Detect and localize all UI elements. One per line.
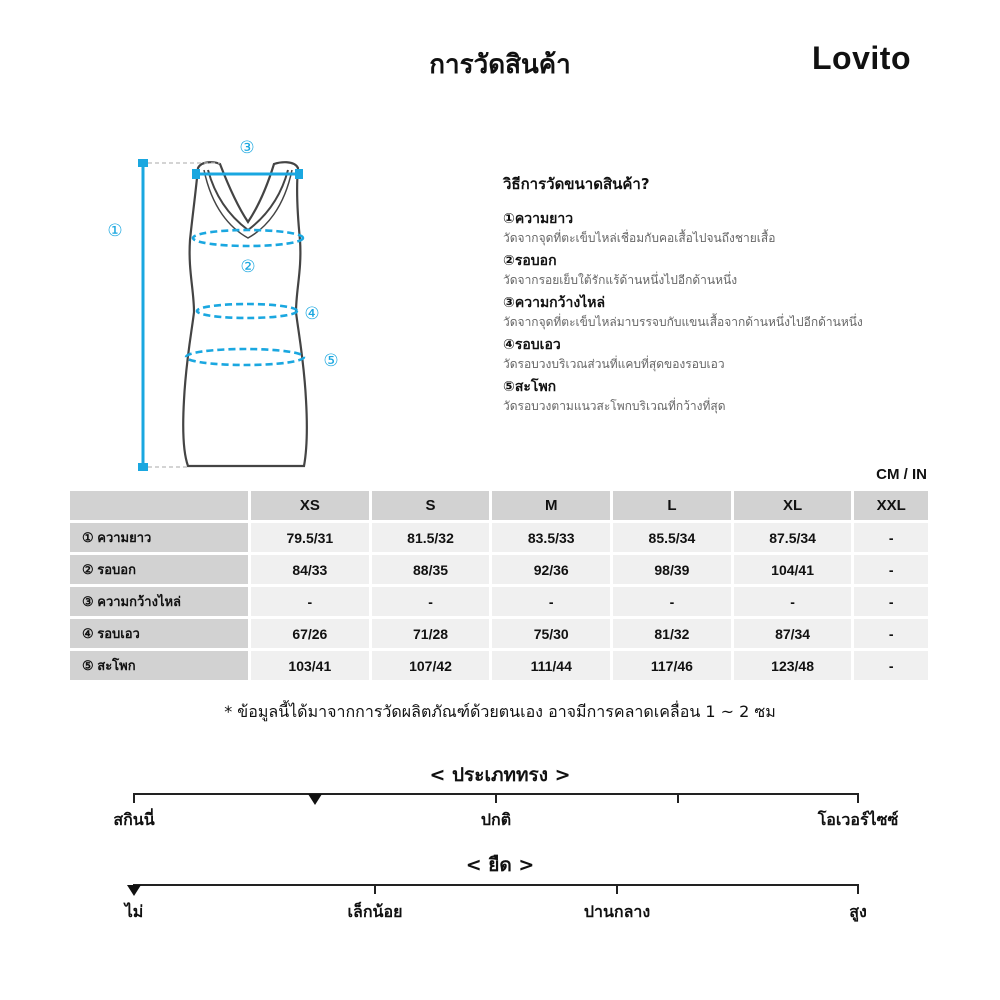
- marker-length: ①: [107, 221, 123, 241]
- table-cell: 85.5/34: [613, 523, 731, 552]
- fit-indicator-icon: [308, 794, 322, 805]
- table-cell: -: [854, 619, 928, 648]
- table-header-row: [70, 491, 928, 520]
- row-label: ⑤ สะโพก: [70, 651, 248, 680]
- guide-item-desc: วัดจากจุดที่ตะเข็บไหล่เชื่อมกับคอเสื้อไปจนถึงชายเสื้อ: [503, 231, 776, 245]
- unit-label: CM / IN: [876, 466, 927, 483]
- table-cell: -: [613, 587, 731, 616]
- stretch-scale-line: [133, 884, 859, 886]
- table-cell: 84/33: [251, 555, 369, 584]
- guide-item-title: ③ความกว้างไหล่: [503, 295, 606, 311]
- table-row: [70, 555, 928, 584]
- table-cell: 87/34: [734, 619, 852, 648]
- dress-diagram: [100, 130, 360, 480]
- fit-scale-tick: [133, 793, 135, 803]
- table-cell: 107/42: [372, 651, 490, 680]
- table-cell: 104/41: [734, 555, 852, 584]
- row-label: ② รอบอก: [70, 555, 248, 584]
- stretch-label-none: ไม่: [124, 902, 144, 921]
- stretch-label-medium: ปานกลาง: [583, 902, 651, 921]
- marker-shoulder: ③: [239, 138, 255, 158]
- table-corner-cell: [70, 491, 248, 520]
- table-cell: 81.5/32: [372, 523, 490, 552]
- size-table: [67, 488, 931, 683]
- guide-item-desc: วัดจากจุดที่ตะเข็บไหล่มาบรรจบกับแขนเสื้อจากด้านหนึ่งไปอีกด้านหนึ่ง: [503, 315, 863, 329]
- table-row: [70, 651, 928, 680]
- brand-logo: Lovito: [812, 40, 911, 76]
- fit-scale-tick: [495, 793, 497, 803]
- stretch-scale-tick: [857, 884, 859, 894]
- marker-waist: ④: [304, 304, 320, 324]
- guide-item-length: [503, 210, 963, 247]
- guide-item-title: ④รอบเอว: [503, 337, 561, 353]
- size-header: XXL: [854, 491, 928, 520]
- table-cell: 103/41: [251, 651, 369, 680]
- table-cell: -: [251, 587, 369, 616]
- table-cell: -: [734, 587, 852, 616]
- guide-item-bust: [503, 252, 963, 289]
- table-cell: 71/28: [372, 619, 490, 648]
- fit-scale-tick: [857, 793, 859, 803]
- guide-item-waist: [503, 336, 963, 373]
- stretch-indicator-icon: [127, 885, 141, 896]
- table-cell: 123/48: [734, 651, 852, 680]
- guide-item-desc: วัดรอบวงตามแนวสะโพกบริเวณที่กว้างที่สุด: [503, 399, 726, 413]
- guide-item-desc: วัดจากรอยเย็บใต้รักแร้ด้านหนึ่งไปอีกด้านหนึ่ง: [503, 273, 738, 287]
- size-header: L: [613, 491, 731, 520]
- table-cell: 83.5/33: [492, 523, 610, 552]
- table-cell: -: [854, 651, 928, 680]
- table-cell: -: [854, 523, 928, 552]
- table-cell: -: [854, 555, 928, 584]
- row-label: ① ความยาว: [70, 523, 248, 552]
- stretch-label-slight: เล็กน้อย: [347, 902, 403, 921]
- table-row: [70, 587, 928, 616]
- row-label: ④ รอบเอว: [70, 619, 248, 648]
- marker-hip: ⑤: [323, 351, 339, 371]
- size-header: M: [492, 491, 610, 520]
- table-cell: 75/30: [492, 619, 610, 648]
- measurement-note: * ข้อมูลนี้ได้มาจากการวัดผลิตภัณฑ์ด้วยตนเอง อาจมีการคลาดเคลื่อน 1 ~ 2 ซม: [224, 702, 776, 721]
- table-row: [70, 619, 928, 648]
- table-cell: 79.5/31: [251, 523, 369, 552]
- size-header: XS: [251, 491, 369, 520]
- table-cell: -: [492, 587, 610, 616]
- table-cell: -: [854, 587, 928, 616]
- guide-item-shoulder: [503, 294, 963, 331]
- guide-item-title: ②รอบอก: [503, 253, 557, 269]
- guide-item-desc: วัดรอบวงบริเวณส่วนที่แคบที่สุดของรอบเอว: [503, 357, 725, 371]
- fit-scale-tick: [677, 793, 679, 803]
- size-header: S: [372, 491, 490, 520]
- page-title: การวัดสินค้า: [429, 50, 571, 80]
- stretch-label-high: สูง: [849, 902, 867, 921]
- dress-outline-icon: [183, 162, 307, 466]
- stretch-scale-tick: [374, 884, 376, 894]
- guide-item-title: ⑤สะโพก: [503, 379, 557, 395]
- guide-item-title: ①ความยาว: [503, 211, 574, 227]
- fit-label-regular: ปกติ: [480, 810, 512, 829]
- table-cell: 111/44: [492, 651, 610, 680]
- table-cell: 67/26: [251, 619, 369, 648]
- table-row: [70, 523, 928, 552]
- table-cell: 117/46: [613, 651, 731, 680]
- fit-label-oversize: โอเวอร์ไซซ์: [817, 810, 899, 829]
- size-header: XL: [734, 491, 852, 520]
- fit-label-skinny: สกินนี่: [113, 810, 155, 829]
- stretch-scale-title: < ยืด >: [465, 854, 535, 876]
- row-label: ③ ความกว้างไหล่: [70, 587, 248, 616]
- stretch-scale-tick: [616, 884, 618, 894]
- guide-item-hip: [503, 378, 963, 415]
- marker-bust: ②: [240, 257, 256, 277]
- table-cell: 92/36: [492, 555, 610, 584]
- table-cell: 88/35: [372, 555, 490, 584]
- table-cell: -: [372, 587, 490, 616]
- table-cell: 87.5/34: [734, 523, 852, 552]
- fit-scale-title: < ประเภททรง >: [429, 764, 571, 786]
- table-cell: 81/32: [613, 619, 731, 648]
- table-cell: 98/39: [613, 555, 731, 584]
- measurement-guide: [503, 172, 963, 420]
- guide-heading: วิธีการวัดขนาดสินค้า?: [503, 175, 650, 193]
